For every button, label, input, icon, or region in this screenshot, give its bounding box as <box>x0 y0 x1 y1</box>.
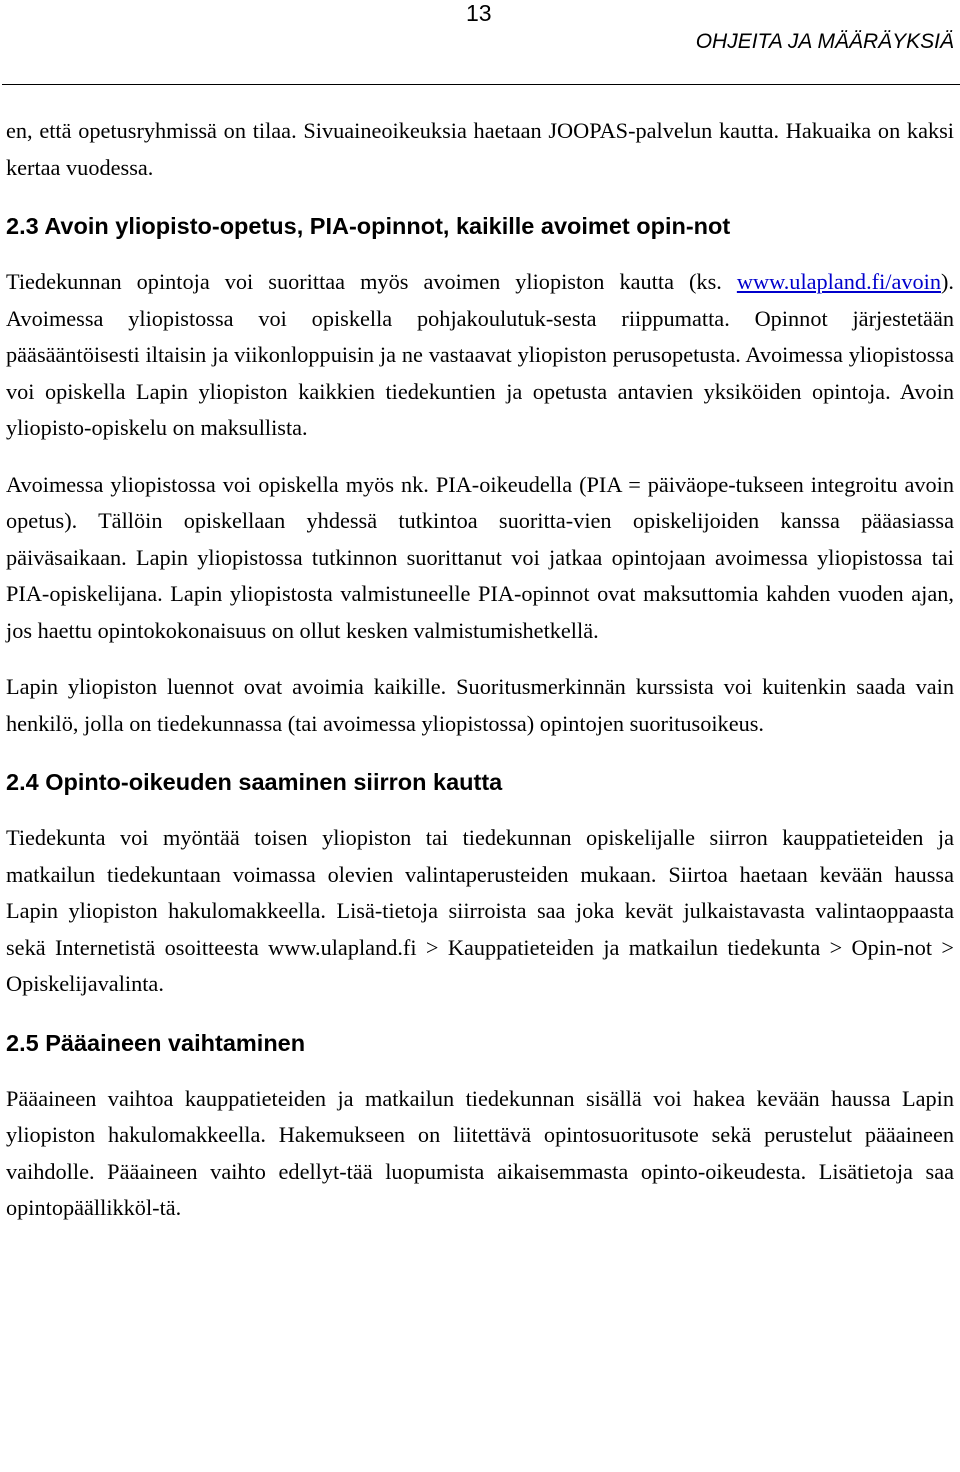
running-header-title: OHJEITA JA MÄÄRÄYKSIÄ <box>695 30 954 53</box>
page-number: 13 <box>466 0 492 26</box>
section-heading-2-4: 2.4 Opinto-oikeuden saaminen siirron kautta <box>6 769 503 795</box>
paragraph-paaaine: Pääaineen vaihtoa kauppatieteiden ja matkailun tiedekunnan sisällä voi hakea kevään haussa Lapin yliopiston hakulomakkeella. Hakemukseen on liitettävä opintosuoritusote sekä perustelut pääaineen vaihdolle. Pääaineen vaihto edellyt-tää luopumista aikaisemmasta opinto-oikeudesta. Lisätietoja saa opintopäällikköl-tä. <box>6 1085 954 1220</box>
document-body <box>6 113 954 1227</box>
section-heading-2-3: 2.3 Avoin yliopisto-opetus, PIA-opinnot, kaikille avoimet opin-not <box>6 213 731 239</box>
avoin-link[interactable]: www.ulapland.fi/avoin <box>736 269 941 294</box>
intro-paragraph: en, että opetusryhmissä on tilaa. Sivuaineoikeuksia haetaan JOOPAS-palvelun kautta. Hakuaika on kaksi kertaa vuodessa. <box>6 118 954 180</box>
section-heading-2-5: 2.5 Pääaineen vaihtaminen <box>6 1029 306 1056</box>
paragraph-avoin-yliopisto <box>6 264 954 447</box>
paragraph-text-end: ). Avoimessa yliopistossa voi opiskella pohjakoulutuk-sesta riippumatta. Opinnot järjestetään pääsääntöisesti iltaisin ja viikonloppuisin ja ne vastaavat yliopiston perusopetusta. Avoimessa yliopistossa voi opiskella Lapin yliopiston kaikkien tiedekuntien ja opetusta antavien yksiköiden opintoja. Avoin yliopisto-opiskelu on maksullista. <box>6 269 954 440</box>
header-divider <box>2 84 960 85</box>
paragraph-text-start: Tiedekunnan opintoja voi suorittaa myös avoimen yliopiston kautta (ks. <box>6 269 737 294</box>
paragraph-luennot: Lapin yliopiston luennot ovat avoimia kaikille. Suoritusmerkinnän kurssista voi kuitenkin saada vain henkilö, jolla on tiedekunnassa (tai avoimessa yliopistossa) opintojen suoritusoikeus. <box>6 674 954 736</box>
paragraph-pia-oikeus: Avoimessa yliopistossa voi opiskella myös nk. PIA-oikeudella (PIA = päiväope-tukseen integroitu avoin opetus). Tällöin opiskellaan yhdessä tutkintoa suoritta-vien opiskelijoiden kanssa pääasiassa päiväsaikaan. Lapin yliopistossa tutkinnon suorittanut voi jatkaa opintojaan avoimessa yliopistossa tai PIA-opiskelijana. Lapin yliopistosta valmistuneelle PIA-opinnot ovat maksuttomia kahden vuoden ajan, jos haettu opintokokonaisuus on ollut kesken valmistumishetkellä. <box>6 471 954 643</box>
paragraph-siirto: Tiedekunta voi myöntää toisen yliopiston tai tiedekunnan opiskelijalle siirron kauppatieteiden ja matkailun tiedekuntaan voimassa olevien valintaperusteiden mukaan. Siirtoa haetaan kevään haussa Lapin yliopiston hakulomakkeella. Lisä-tietoja siirroista saa joka kevät julkaistavasta valintaoppaasta sekä Internetistä osoitteesta www.ulapland.fi > Kauppatieteiden ja matkailun tiedekunta > Opin-not > Opiskelijavalinta. <box>6 825 954 996</box>
